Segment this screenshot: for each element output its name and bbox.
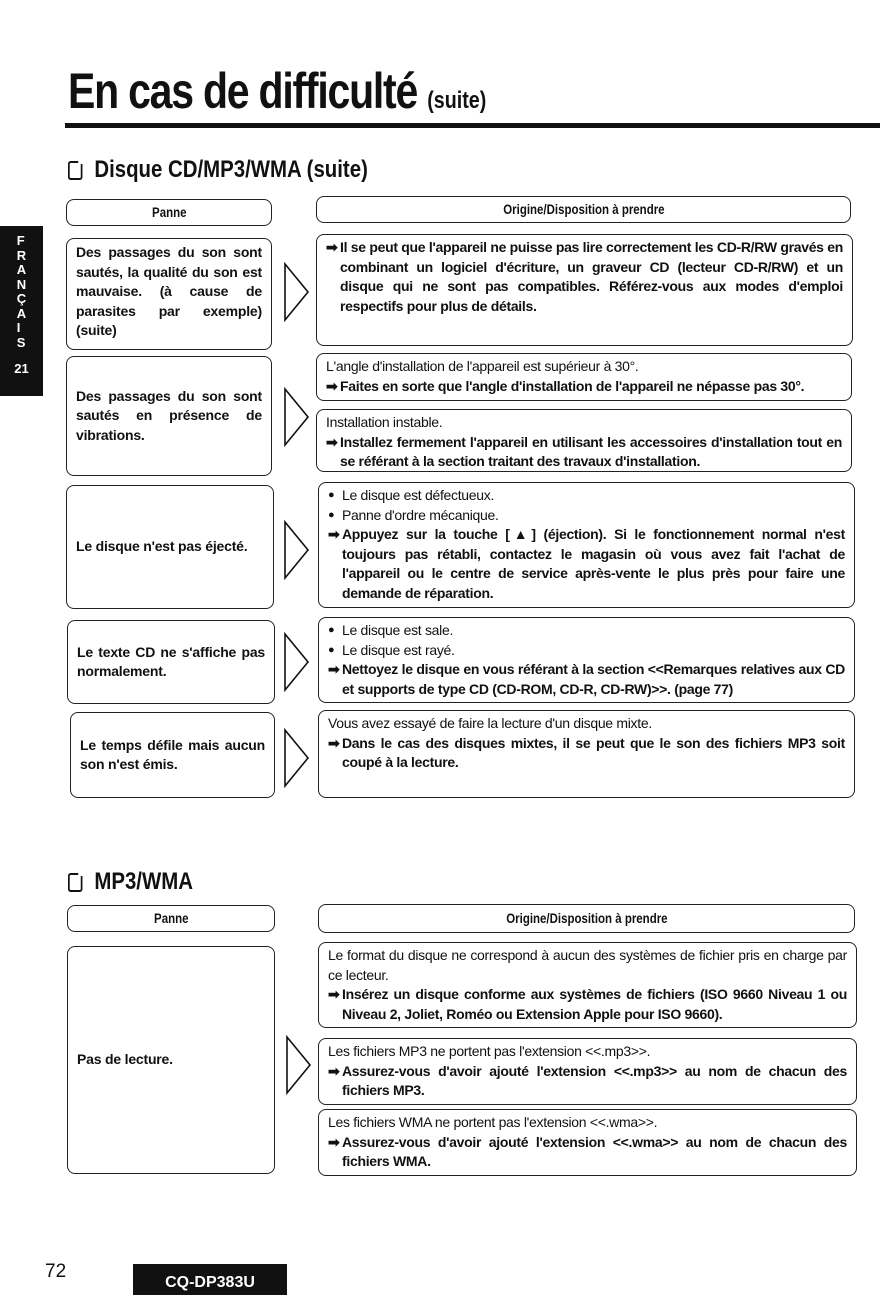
origine-cell (318, 942, 857, 1028)
origine-line (328, 1042, 847, 1062)
language-tab-letter: R (16, 247, 27, 263)
page-number: 72 (45, 1261, 67, 1282)
origine-line (328, 506, 845, 526)
panne-text: Le temps défile mais aucun son n'est émis. (80, 736, 265, 772)
origine-line (326, 238, 843, 316)
origine-line (326, 377, 842, 397)
origine-line (326, 433, 842, 472)
action-arrow-icon: ➡ (328, 1133, 340, 1150)
remedy-text: Appuyez sur la touche [▲] (éjection). Si le fonctionnement normal n'est toujours pas rétabli, contactez le magasin où vous avez fait l'achat de l'appareil ou le centre de service après-vente le plus près pour faire une demande de réparation. (342, 526, 845, 601)
panne-cell (66, 238, 272, 350)
panne-text: Le disque n'est pas éjecté. (76, 538, 248, 555)
origine-cell (318, 710, 855, 798)
title-rule (65, 123, 880, 128)
origine-cell (318, 617, 855, 703)
cause-text: Les fichiers MP3 ne portent pas l'extension <<.mp3>>. (328, 1043, 651, 1059)
origine-line (328, 734, 845, 773)
section-heading-mp3wma: MP3/WMA (68, 868, 193, 896)
language-tab-letters (17, 234, 26, 350)
column-header-panne: Panne (66, 199, 272, 226)
remedy-text: Nettoyez le disque en vous référant à la section <<Remarques relatives aux CD et supports de type CD (CD-ROM, CD-R, CD-RW)>>. (page 77) (342, 661, 845, 697)
remedy-text: Faites en sorte que l'angle d'installation de l'appareil ne népasse pas 30°. (340, 377, 805, 394)
remedy-text: Dans le cas des disques mixtes, il se peut que le son des fichiers MP3 soit coupé à la lecture. (342, 734, 845, 770)
action-arrow-icon: ➡ (328, 986, 340, 1002)
language-tab (0, 226, 43, 396)
bullet-icon: ● (328, 489, 335, 501)
remedy-text: Assurez-vous d'avoir ajouté l'extension <<.mp3>> au nom de chacun des fichiers MP3. (342, 1062, 847, 1098)
chapter-number: 21 (14, 361, 29, 376)
bullet-icon: ● (328, 643, 335, 656)
checkbox-square-icon (68, 161, 82, 180)
language-tab-letter: A (16, 305, 27, 321)
origine-line (328, 660, 845, 699)
remedy-text: Installez fermement l'appareil en utilisant les accessoires d'installation tout en se référant à la section traitant des travaux d'installation. (340, 433, 842, 469)
cause-text: Les fichiers WMA ne portent pas l'extension <<.wma>>. (328, 1114, 658, 1130)
remedy-text: Il se peut que l'appareil ne puisse pas lire correctement les CD-R/RW gravés en combinant un logiciel d'écriture, un graveur CD (lecteur CD-R/RW) et un disque qui ne sont pas compatibles. Référez-vous aux modes d'emploi respectifs pour plus de détails. (340, 239, 843, 314)
panne-cell (66, 356, 272, 476)
action-arrow-icon: ➡ (328, 1062, 340, 1079)
panne-text: Le texte CD ne s'affiche pas normalement. (77, 643, 265, 679)
checkbox-square-icon (68, 873, 82, 892)
language-tab-letter: S (16, 334, 26, 350)
origine-cell (318, 1109, 857, 1176)
arrow-right-icon (285, 1035, 313, 1095)
panne-cell (66, 485, 274, 609)
origine-line (328, 946, 847, 985)
cause-text: Le disque est sale. (342, 622, 454, 638)
origine-line (328, 714, 845, 734)
origine-line (328, 621, 845, 641)
panne-cell (67, 620, 275, 704)
section-heading-disque: Disque CD/MP3/WMA (suite) (68, 156, 368, 184)
page-title-suite: (suite) (427, 87, 487, 114)
origine-line (328, 985, 847, 1024)
panne-text: Pas de lecture. (77, 1051, 173, 1068)
cause-text: Le disque est rayé. (342, 641, 455, 658)
column-header-panne: Panne (67, 905, 275, 932)
bullet-icon: ● (328, 624, 335, 636)
action-arrow-icon: ➡ (328, 734, 340, 751)
action-arrow-icon: ➡ (326, 433, 338, 450)
origine-line (326, 357, 842, 377)
arrow-right-icon (283, 262, 311, 322)
origine-line (328, 1133, 847, 1172)
origine-cell (316, 353, 852, 401)
origine-cell (316, 234, 853, 346)
origine-cell (318, 1038, 857, 1105)
cause-text: L'angle d'installation de l'appareil est supérieur à 30°. (326, 358, 639, 374)
page-title: En cas de difficulté (suite) (68, 63, 487, 119)
language-tab-letter: I (16, 320, 21, 335)
cause-text: Le disque est défectueux. (342, 487, 495, 503)
arrow-right-icon (283, 632, 311, 692)
bullet-icon: ● (328, 508, 335, 521)
action-arrow-icon: ➡ (326, 377, 338, 394)
arrow-right-icon (283, 387, 311, 447)
origine-line (328, 1062, 847, 1101)
origine-line (326, 413, 842, 433)
panne-text: Des passages du son sont sautés en présence de vibrations. (76, 387, 262, 443)
action-arrow-icon: ➡ (326, 239, 338, 255)
action-arrow-icon: ➡ (328, 526, 340, 542)
remedy-text: Insérez un disque conforme aux systèmes de fichiers (ISO 9660 Niveau 1 ou Niveau 2, Joliet, Roméo ou Extension Apple pour ISO 9660). (342, 986, 847, 1022)
origine-line (328, 525, 845, 603)
origine-line (328, 1113, 847, 1133)
language-tab-letter: N (16, 276, 27, 292)
language-tab-letter: F (16, 233, 25, 248)
column-header-origine: Origine/Disposition à prendre (316, 196, 851, 223)
arrow-right-icon (283, 520, 311, 580)
model-label: CQ-DP383U (133, 1264, 287, 1295)
panne-text: Des passages du son sont sautés, la qualité du son est mauvaise. (à cause de parasites par exemple) (suite) (76, 244, 262, 338)
panne-cell (70, 712, 275, 798)
cause-text: Vous avez essayé de faire la lecture d'un disque mixte. (328, 715, 652, 731)
cause-text: Le format du disque ne correspond à aucun des systèmes de fichier pris en charge par ce lecteur. (328, 947, 847, 983)
language-tab-letter: Ç (16, 291, 27, 306)
cause-text: Installation instable. (326, 414, 443, 430)
action-arrow-icon: ➡ (328, 661, 340, 677)
arrow-right-icon (283, 728, 311, 788)
origine-line (328, 641, 845, 661)
language-tab-letter: A (16, 262, 27, 277)
origine-cell (316, 409, 852, 472)
cause-text: Panne d'ordre mécanique. (342, 506, 499, 523)
column-header-origine: Origine/Disposition à prendre (318, 904, 855, 933)
panne-cell (67, 946, 275, 1174)
origine-cell (318, 482, 855, 608)
remedy-text: Assurez-vous d'avoir ajouté l'extension <<.wma>> au nom de chacun des fichiers WMA. (342, 1133, 847, 1169)
origine-line (328, 486, 845, 506)
